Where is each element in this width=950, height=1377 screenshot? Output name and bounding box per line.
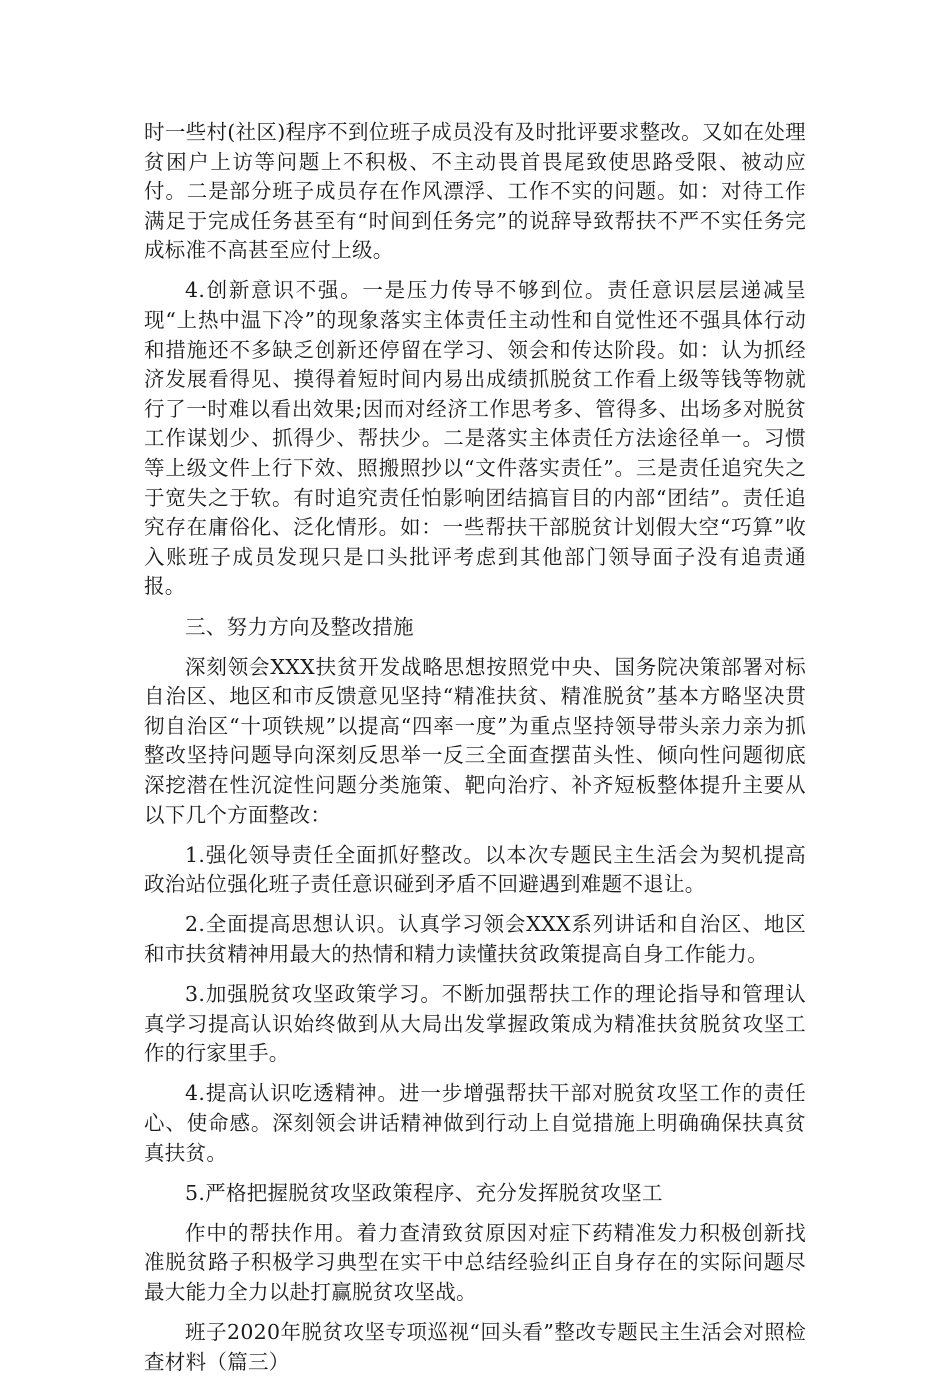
document-body xyxy=(144,118,806,1377)
paragraph-measure-3: 3.加强脱贫攻坚政策学习。不断加强帮扶工作的理论指导和管理认真学习提高认识始终做到从大局出发掌握政策成为精准扶贫脱贫攻坚工作的行家里手。 xyxy=(144,982,806,1066)
paragraph-continuation: 时一些村(社区)程序不到位班子成员没有及时批评要求整改。又如在处理贫困户上访等问题上不积极、不主动畏首畏尾致使思路受限、被动应付。二是部分班子成员存在作风漂浮、工作不实的问题。如：对待工作满足于完成任务甚至有“时间到任务完”的说辞导致帮扶不严不实任务完成标准不高甚至应付上级。 xyxy=(144,120,806,263)
paragraph-strategy: 深刻领会XXX扶贫开发战略思想按照党中央、国务院决策部署对标自治区、地区和市反馈意见坚持“精准扶贫、精准脱贫”基本方略坚决贯彻自治区“十项铁规”以提高“四率一度”为重点坚持领导带头亲力亲为抓整改坚持问题导向深刻反思举一反三全面查摆苗头性、倾向性问题彻底深挖潜在性沉淀性问题分类施策、靶向治疗、补齐短板整体提升主要从以下几个方面整改： xyxy=(144,654,806,827)
paragraph-measure-1: 1.强化领导责任全面抓好整改。以本次专题民主生活会为契机提高政治站位强化班子责任意识碰到矛盾不回避遇到难题不退让。 xyxy=(144,842,806,897)
paragraph-measure-2: 2.全面提高思想认识。认真学习领会XXX系列讲话和自治区、地区和市扶贫精神用最大的热情和精力读懂扶贫政策提高自身工作能力。 xyxy=(144,912,806,966)
section-heading: 三、努力方向及整改措施 xyxy=(185,614,414,639)
paragraph-measure-5: 5.严格把握脱贫攻坚政策程序、充分发挥脱贫攻坚工 xyxy=(185,1180,663,1205)
paragraph-measure-4: 4.提高认识吃透精神。进一步增强帮扶干部对脱贫攻坚工作的责任心、使命感。深刻领会讲话精神做到行动上自觉措施上明确确保扶真贫真扶贫。 xyxy=(144,1081,806,1165)
document-subtitle: 班子2020年脱贫攻坚专项巡视“回头看”整改专题民主生活会对照检查材料（篇三） xyxy=(144,1319,806,1374)
paragraph-innovation-awareness: 4.创新意识不强。一是压力传导不够到位。责任意识层层递减呈现“上热中温下冷”的现象落实主体责任主动性和自觉性还不强具体行动和措施还不多缺乏创新还停留在学习、领会和传达阶段。如：认为抓经济发展看得见、摸得着短时间内易出成绩抓脱贫工作看上级等钱等物就行了一时难以看出效果;因而对经济工作思考多、管得多、出场多对脱贫工作谋划少、抓得少、帮扶少。二是落实主体责任方法途径单一。习惯等上级文件上行下效、照搬照抄以“文件落实责任”。三是责任追究失之于宽失之于软。有时追究责任怕影响团结搞盲目的内部“团结”。责任追究存在庸俗化、泛化情形。如：一些帮扶干部脱贫计划假大空“巧算”收入账班子成员发现只是口头批评考虑到其他部门领导面子没有追责通报。 xyxy=(144,278,806,599)
paragraph-measure-5-continued: 作中的帮扶作用。着力查清致贫原因对症下药精准发力积极创新找准脱贫路子积极学习典型在实干中总结经验纠正自身存在的实际问题尽最大能力全力以赴打赢脱贫攻坚战。 xyxy=(144,1220,806,1304)
